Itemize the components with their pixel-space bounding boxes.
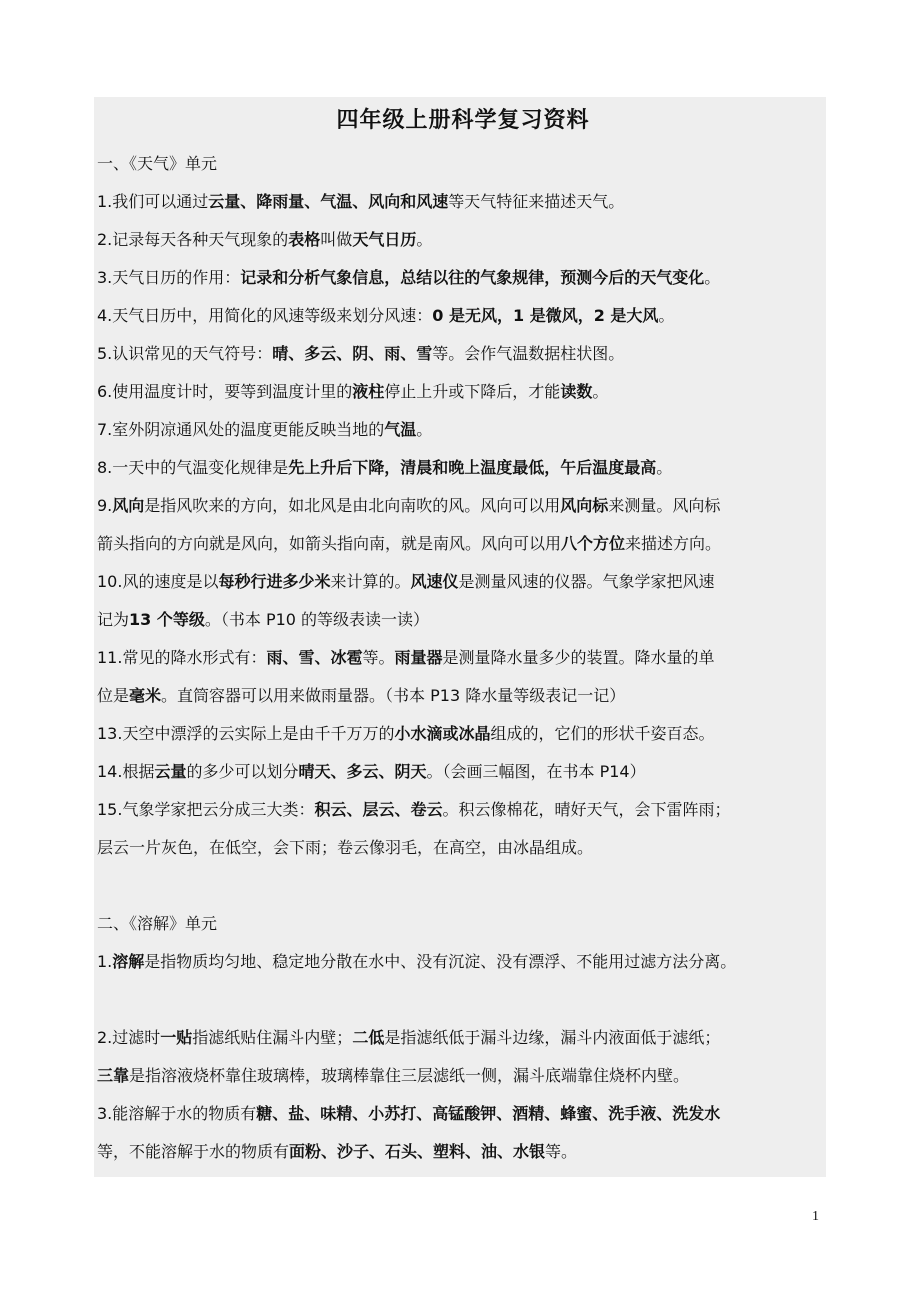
document-title: 四年级上册科学复习资料 xyxy=(336,108,590,133)
text-run: 9. xyxy=(97,496,113,515)
list-item-line xyxy=(97,1019,829,1057)
bold-text: 天气日历 xyxy=(352,230,417,249)
list-item-line xyxy=(97,335,829,373)
paragraph-gap xyxy=(97,981,829,1019)
text-run: 。（书本 P10 的等级表读一读） xyxy=(204,610,430,629)
text-run: 10.风的速度是以 xyxy=(97,572,219,591)
list-item-line xyxy=(97,1057,829,1095)
bold-text: 气温 xyxy=(384,420,417,439)
text-run: 记为 xyxy=(97,610,130,629)
bold-text: 糖、盐、味精、小苏打、高锰酸钾、酒精、蜂蜜、洗手液、洗发水 xyxy=(256,1104,721,1123)
text-run: 。 xyxy=(658,306,675,325)
bold-text: 云量 xyxy=(154,762,187,781)
bold-text: 风速仪 xyxy=(410,572,459,591)
text-run: 2.过滤时 xyxy=(97,1028,161,1047)
bold-text: 积云、层云、卷云 xyxy=(314,800,443,819)
text-run: 箭头指向的方向就是风向，如箭头指向南，就是南风。风向可以用 xyxy=(97,534,562,553)
bold-text: 表格 xyxy=(288,230,321,249)
text-run: 位是 xyxy=(97,686,130,705)
text-run: 是指溶液烧杯靠住玻璃棒，玻璃棒靠住三层滤纸一侧，漏斗底端靠住烧杯内壁。 xyxy=(129,1066,690,1085)
text-run: 11.常见的降水形式有： xyxy=(97,648,267,667)
bold-text: 雨、雪、冰雹 xyxy=(266,648,363,667)
text-run: 来测量。风向标 xyxy=(608,496,721,515)
bold-text: 溶解 xyxy=(112,952,145,971)
bold-text: 毫米 xyxy=(129,686,162,705)
text-run: 组成的，它们的形状千姿百态。 xyxy=(490,724,715,743)
list-item-line xyxy=(97,449,829,487)
list-item-line xyxy=(97,411,829,449)
list-item-line xyxy=(97,183,829,221)
list-item-line xyxy=(97,487,829,525)
text-run: 。直筒容器可以用来做雨量器。（书本 P13 降水量等级表记一记） xyxy=(161,686,626,705)
text-run: 是指风吹来的方向，如北风是由北向南吹的风。风向可以用 xyxy=(144,496,561,515)
text-run: 叫做 xyxy=(320,230,353,249)
list-item-line xyxy=(97,677,829,715)
text-run: 14.根据 xyxy=(97,762,155,781)
bold-text: 记录和分析气象信息，总结以往的气象规律，预测今后的天气变化 xyxy=(240,268,705,287)
bold-text: 读数 xyxy=(560,382,593,401)
text-run: 等。 xyxy=(362,648,395,667)
text-run: 13.天空中漂浮的云实际上是由千千万万的 xyxy=(97,724,395,743)
bold-text: 云量、降雨量、气温、风向和风速 xyxy=(208,192,449,211)
list-item-line xyxy=(97,373,829,411)
bold-text: 13 个等级 xyxy=(129,610,205,629)
text-run: 1. xyxy=(97,952,113,971)
text-run: 是指物质均匀地、稳定地分散在水中、没有沉淀、没有漂浮、不能用过滤方法分离。 xyxy=(144,952,737,971)
bold-text: 雨量器 xyxy=(394,648,443,667)
text-run: 1.我们可以通过 xyxy=(97,192,209,211)
list-item-line xyxy=(97,753,829,791)
list-item-line xyxy=(97,563,829,601)
list-item-line xyxy=(97,943,829,981)
bold-text: 晴、多云、阴、雨、雪 xyxy=(272,344,433,363)
list-item-line xyxy=(97,715,829,753)
text-run: 。 xyxy=(656,458,673,477)
text-run: 停止上升或下降后，才能 xyxy=(384,382,561,401)
text-run: 3.能溶解于水的物质有 xyxy=(97,1104,257,1123)
bold-text: 小水滴或冰晶 xyxy=(394,724,491,743)
text-run: 7.室外阴凉通风处的温度更能反映当地的 xyxy=(97,420,385,439)
bold-text: 0 是无风，1 是微风，2 是大风 xyxy=(432,306,659,325)
text-run: 指滤纸贴住漏斗内壁； xyxy=(192,1028,353,1047)
text-run: 5.认识常见的天气符号： xyxy=(97,344,273,363)
bold-text: 先上升后下降，清晨和晚上温度最低，午后温度最高 xyxy=(288,458,657,477)
text-run: 。 xyxy=(416,230,433,249)
text-run: 。积云像棉花，晴好天气，会下雷阵雨； xyxy=(442,800,731,819)
text-run: 6.使用温度计时，要等到温度计里的 xyxy=(97,382,353,401)
text-run: 。 xyxy=(592,382,609,401)
text-run: 等。会作气温数据柱状图。 xyxy=(432,344,625,363)
bold-text: 三靠 xyxy=(97,1066,130,1085)
text-run: 等。 xyxy=(545,1142,578,1161)
list-item-line xyxy=(97,829,829,867)
text-run: 是指滤纸低于漏斗边缘，漏斗内液面低于滤纸； xyxy=(384,1028,721,1047)
bold-text: 面粉、沙子、石头、塑料、油、水银 xyxy=(289,1142,546,1161)
text-run: 是测量风速的仪器。气象学家把风速 xyxy=(458,572,715,591)
dissolve-items xyxy=(97,943,829,1171)
text-run: 层云一片灰色，在低空，会下雨；卷云像羽毛，在高空，由冰晶组成。 xyxy=(97,838,594,857)
bold-text: 风向 xyxy=(112,496,145,515)
bold-text: 晴天、多云、阴天 xyxy=(298,762,427,781)
text-run: 3.天气日历的作用： xyxy=(97,268,241,287)
text-run: 。（会画三幅图，在书本 P14） xyxy=(426,762,646,781)
text-run: 。 xyxy=(704,268,721,287)
text-run: 。 xyxy=(416,420,433,439)
text-run: 来计算的。 xyxy=(330,572,411,591)
section-heading-dissolve: 二、《溶解》单元 xyxy=(97,914,218,933)
list-item-line xyxy=(97,1095,829,1133)
bold-text: 八个方位 xyxy=(561,534,626,553)
section-heading-weather: 一、《天气》单元 xyxy=(97,154,218,173)
text-run: 等，不能溶解于水的物质有 xyxy=(97,1142,290,1161)
list-item-line xyxy=(97,259,829,297)
list-item-line xyxy=(97,525,829,563)
text-run: 等天气特征来描述天气。 xyxy=(448,192,625,211)
text-run: 4.天气日历中，用简化的风速等级来划分风速： xyxy=(97,306,433,325)
text-run: 来描述方向。 xyxy=(625,534,722,553)
text-run: 是测量降水量多少的装置。降水量的单 xyxy=(442,648,715,667)
text-run: 的多少可以划分 xyxy=(186,762,299,781)
bold-text: 风向标 xyxy=(560,496,609,515)
list-item-line xyxy=(97,297,829,335)
bold-text: 每秒行进多少米 xyxy=(218,572,331,591)
list-item-line xyxy=(97,639,829,677)
page-number: 1 xyxy=(812,1209,819,1224)
bold-text: 一贴 xyxy=(160,1028,193,1047)
weather-items xyxy=(97,183,829,867)
text-run: 8.一天中的气温变化规律是 xyxy=(97,458,289,477)
list-item-line xyxy=(97,221,829,259)
document-body xyxy=(97,97,829,1171)
text-run: 2.记录每天各种天气现象的 xyxy=(97,230,289,249)
bold-text: 二低 xyxy=(352,1028,385,1047)
bold-text: 液柱 xyxy=(352,382,385,401)
list-item-line xyxy=(97,1133,829,1171)
list-item-line xyxy=(97,791,829,829)
text-run: 15.气象学家把云分成三大类： xyxy=(97,800,315,819)
section-gap xyxy=(97,867,829,905)
list-item-line xyxy=(97,601,829,639)
